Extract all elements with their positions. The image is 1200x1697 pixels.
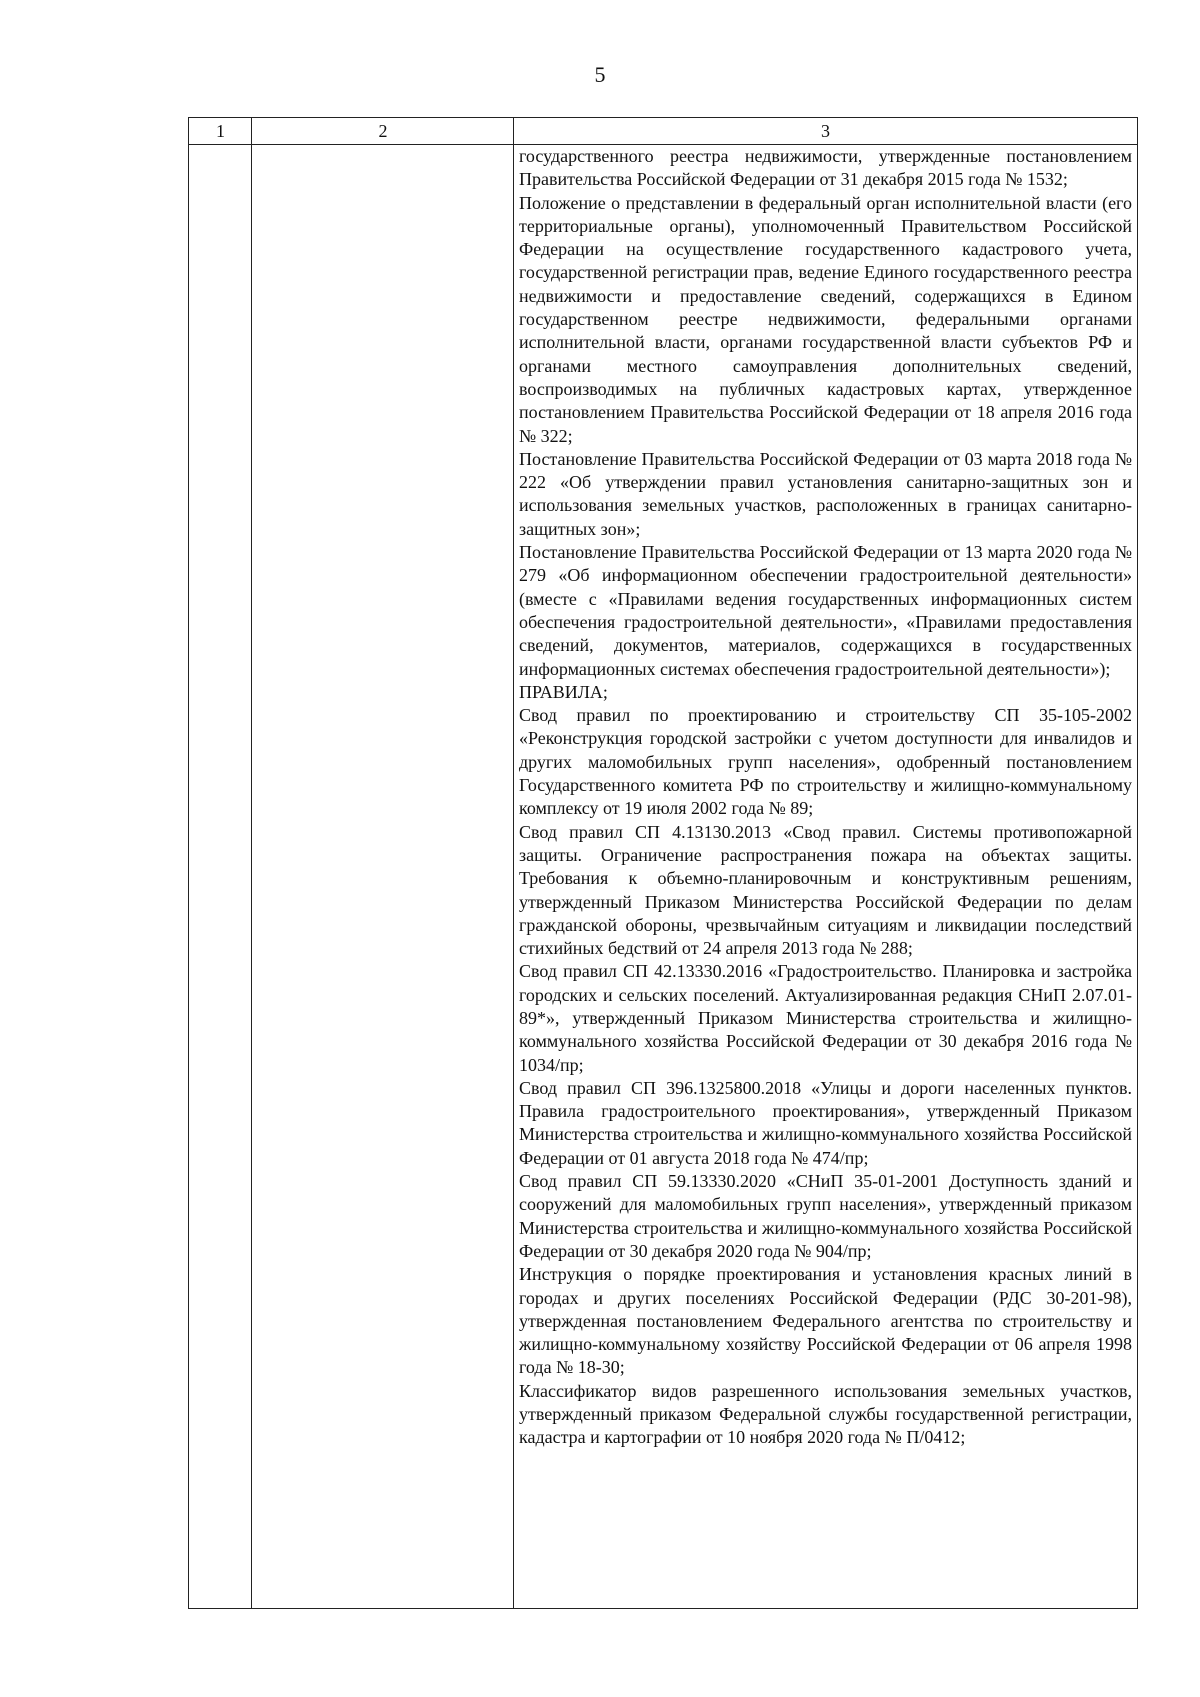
paragraph-sp-35-105-2002: Свод правил по проектированию и строительству СП 35-105-2002 «Реконструкция городской застройки с учетом доступности для инвалидов и других маломобильных групп населения», одобренный постановлением Государственного комитета РФ по строительству и жилищно-коммунальному комплексу от 19 июля 2002 года № 89; [519, 705, 1132, 819]
paragraph-resolution-222: Постановление Правительства Российской Федерации от 03 марта 2018 года № 222 «Об утверждении правил установления санитарно-защитных зон и использования земельных участков, расположенных в границах санитарно-защитных зон»; [519, 448, 1132, 539]
paragraph-land-use-classifier: Классификатор видов разрешенного использования земельных участков, утвержденный приказом Федеральной службы государственной регистрации, кадастра и картографии от 10 ноября 2020 года № П/0412; [519, 1380, 1132, 1448]
paragraph-provision-regulation: Положение о представлении в федеральный орган исполнительной власти (его территориальные органы), уполномоченный Правительством Российской Федерации на осуществление государственного кадастрового учета, государственной регистрации прав, ведение Единого государственного реестра недвижимости и предоставление сведений, содержащихся в Едином государственном реестре недвижимости, федеральными органами исполнительной власти, органами государственной власти субъектов РФ и органами местного самоуправления дополнительных сведений, воспроизводимых на публичных кадастровых картах, утвержденное постановлением Правительства Российской Федерации от 18 апреля 2016 года № 322; [519, 192, 1132, 446]
paragraph-sp-42-13330-2016: Свод правил СП 42.13330.2016 «Градостроительство. Планировка и застройка городских и сельских поселений. Актуализированная редакция СНиП 2.07.01-89*», утвержденный Приказом Министерства строительства и жилищно-коммунального хозяйства Российской Федерации от 30 декабря 2016 года № 1034/пр; [519, 961, 1132, 1075]
paragraph-rules-heading: ПРАВИЛА; [519, 681, 608, 702]
table-header-row [189, 118, 1137, 145]
paragraph-rds-30-201-98: Инструкция о порядке проектирования и установления красных линий в городах и других поселениях Российской Федерации (РДС 30-201-98), утвержденная постановлением Федерального агентства по строительству и жилищно-коммунальному хозяйству Российской Федерации от 06 апреля 1998 года № 18-30; [519, 1264, 1132, 1378]
column-3-content [519, 145, 1132, 1450]
paragraph-egrn-requirements-cont: государственного реестра недвижимости, утвержденные постановлением Правительства Российской Федерации от 31 декабря 2015 года № 1532; [519, 146, 1132, 190]
paragraph-sp-59-13330-2020: Свод правил СП 59.13330.2020 «СНиП 35-01-2001 Доступность зданий и сооружений для маломобильных групп населения», утвержденный приказом Министерства строительства и жилищно-коммунального хозяйства Российской Федерации от 30 декабря 2020 года № 904/пр; [519, 1171, 1132, 1261]
document-table [188, 117, 1138, 1609]
column-divider-1 [251, 118, 252, 1608]
column-header-2: 2 [378, 121, 388, 141]
column-divider-2 [513, 118, 514, 1608]
page-number: 5 [594, 62, 606, 87]
paragraph-sp-396-1325800-2018: Свод правил СП 396.1325800.2018 «Улицы и дороги населенных пунктов. Правила градостроительного проектирования», утвержденный Приказом Министерства строительства и жилищно-коммунального хозяйства Российской Федерации от 01 августа 2018 года № 474/пр; [519, 1077, 1132, 1168]
column-header-3: 3 [821, 121, 830, 141]
paragraph-sp-4-13130-2013: Свод правил СП 4.13130.2013 «Свод правил. Системы противопожарной защиты. Ограничение распространения пожара на объектах защиты. Требования к объемно-планировочным и конструктивным решениям, утвержденный Приказом Министерства Российской Федерации по делам гражданской обороны, чрезвычайным ситуациям и ликвидации последствий стихийных бедствий от 24 апреля 2013 года № 288; [519, 821, 1132, 959]
paragraph-resolution-279: Постановление Правительства Российской Федерации от 13 марта 2020 года № 279 «Об информационном обеспечении градостроительной деятельности» (вместе с «Правилами ведения государственных информационных систем обеспечения градостроительной деятельности», «Правилами предоставления сведений, документов, материалов, содержащихся в государственных информационных системах обеспечения градостроительной деятельности»); [519, 542, 1132, 679]
column-header-1: 1 [216, 121, 225, 141]
